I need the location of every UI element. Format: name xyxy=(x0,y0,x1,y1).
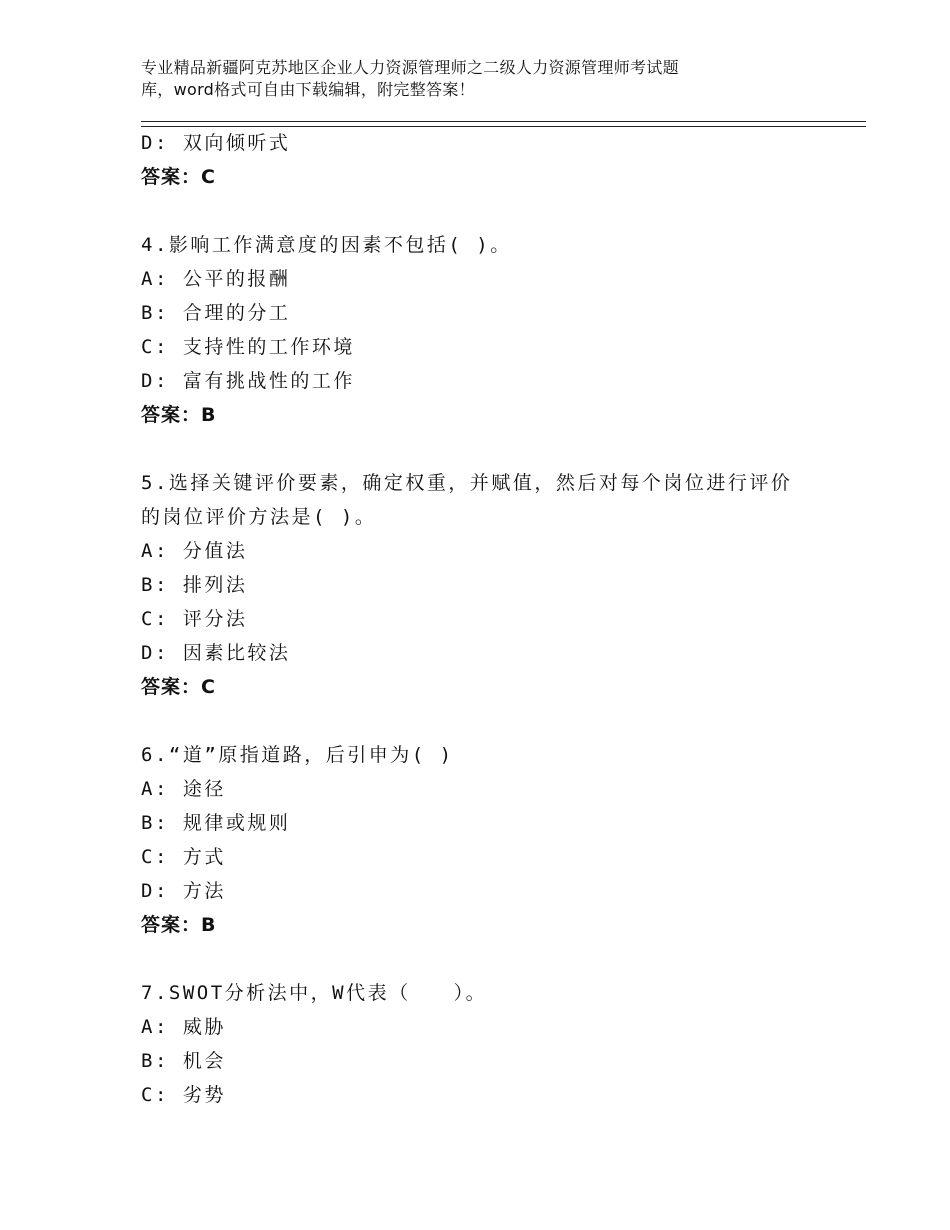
option-c: C: 支持性的工作环境 xyxy=(141,336,355,358)
question-title: 6.“道”原指道路，后引申为( ) xyxy=(141,744,454,766)
document-header xyxy=(141,57,841,101)
header-rule-top xyxy=(141,121,866,122)
option-c: C: 方式 xyxy=(141,846,226,868)
option-d: D: 富有挑战性的工作 xyxy=(141,370,355,392)
question-title-line-1: 5.选择关键评价要素，确定权重，并赋值，然后对每个岗位进行评价 xyxy=(141,472,793,494)
question-list xyxy=(141,126,821,1112)
answer: 答案：B xyxy=(141,914,217,936)
option-a: A: 威胁 xyxy=(141,1016,226,1038)
spacer xyxy=(141,432,821,466)
option-d: D: 方法 xyxy=(141,880,226,902)
question-4 xyxy=(141,228,821,432)
header-line-1: 专业精品新疆阿克苏地区企业人力资源管理师之二级人力资源管理师考试题 xyxy=(141,58,679,77)
question-6 xyxy=(141,738,821,942)
question-title: 7.SWOT分析法中，W代表（ ）。 xyxy=(141,982,488,1004)
option-c: C: 评分法 xyxy=(141,608,248,630)
answer: 答案：C xyxy=(141,166,216,188)
question-5 xyxy=(141,466,821,704)
spacer xyxy=(141,704,821,738)
option-a: A: 公平的报酬 xyxy=(141,268,291,290)
option-b: B: 机会 xyxy=(141,1050,226,1072)
spacer xyxy=(141,194,821,228)
option-d: D: 因素比较法 xyxy=(141,642,291,664)
option-d: D: 双向倾听式 xyxy=(141,132,291,154)
option-a: A: 途径 xyxy=(141,778,226,800)
header-line-2: 库，word格式可自由下载编辑，附完整答案！ xyxy=(141,80,475,99)
question-3 xyxy=(141,126,821,194)
question-7 xyxy=(141,976,821,1112)
spacer xyxy=(141,942,821,976)
option-b: B: 合理的分工 xyxy=(141,302,291,324)
option-a: A: 分值法 xyxy=(141,540,248,562)
question-title: 4.影响工作满意度的因素不包括( )。 xyxy=(141,234,512,256)
option-c: C: 劣势 xyxy=(141,1084,226,1106)
answer: 答案：B xyxy=(141,404,217,426)
question-title-line-2: 的岗位评价方法是( )。 xyxy=(141,506,377,528)
option-b: B: 规律或规则 xyxy=(141,812,291,834)
option-b: B: 排列法 xyxy=(141,574,248,596)
answer: 答案：C xyxy=(141,676,216,698)
